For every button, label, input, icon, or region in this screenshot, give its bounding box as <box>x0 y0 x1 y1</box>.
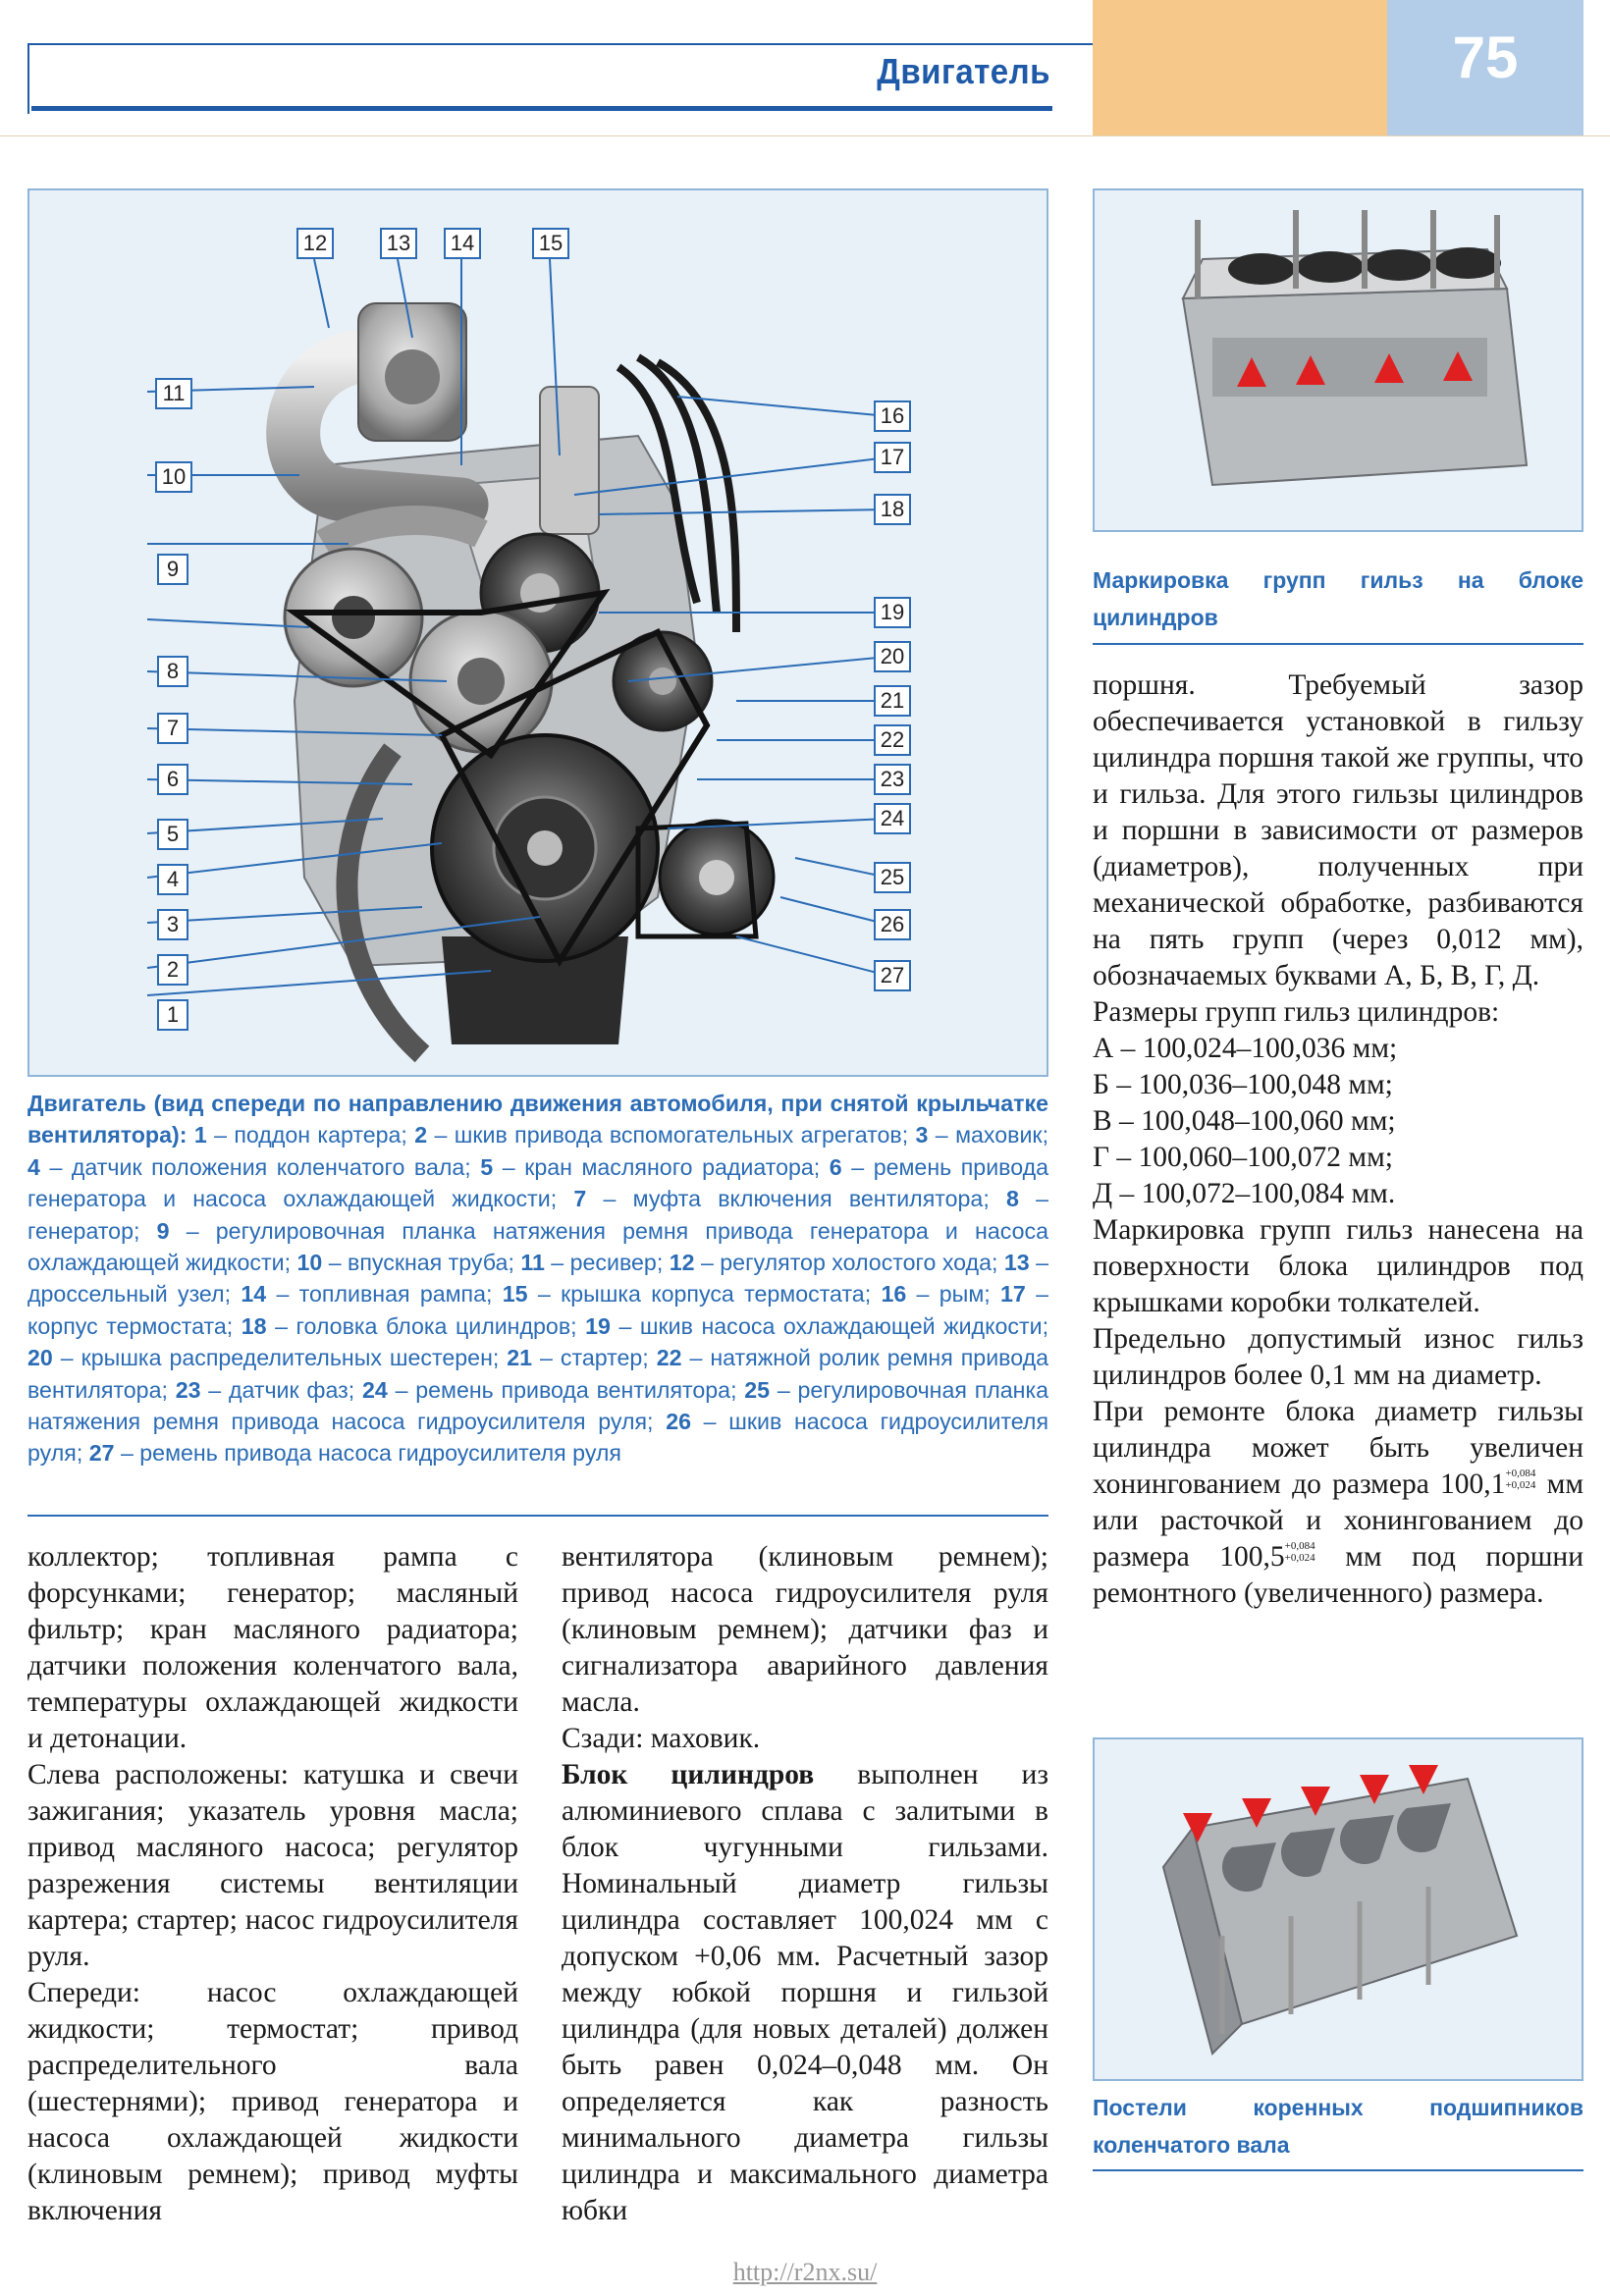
paragraph <box>562 1757 1048 2229</box>
group-item: Г – 100,060–100,072 мм; <box>1093 1142 1393 1173</box>
caption-item-text: регулировочная планка натяжения ремня привода генератора и насоса охлаждающей жидкости <box>27 1217 1048 1276</box>
caption-item-number: 2 <box>414 1122 428 1148</box>
caption-lead: Двигатель (вид спереди по направлению движения автомобиля, при снятой крыльчатке вентилятора): <box>27 1091 1048 1148</box>
callout-22: 22 <box>874 724 911 756</box>
paragraph: Предельно допустимый износ гильз цилиндров более 0,1 мм на диаметр. <box>1093 1323 1583 1391</box>
callout-12: 12 <box>296 228 334 259</box>
caption-item-number: 20 <box>27 1345 53 1371</box>
callout-9: 9 <box>157 554 188 585</box>
caption-item-text: датчик положения коленчатого вала <box>71 1153 465 1180</box>
callout-5: 5 <box>157 819 188 850</box>
caption-item-number: 19 <box>585 1312 611 1339</box>
caption-item-number: 24 <box>362 1376 388 1403</box>
caption-rule <box>27 1515 1048 1517</box>
caption-rule-bottom <box>1093 2169 1583 2171</box>
paragraph: Сзади: маховик. <box>562 1723 761 1754</box>
caption-item-text: впускная труба <box>348 1250 509 1276</box>
tolerance-upper: +0,084 <box>1505 1468 1536 1479</box>
caption-item-number: 8 <box>1005 1186 1019 1212</box>
caption-item-text: дроссельный узел <box>27 1281 225 1308</box>
caption-item-number: 26 <box>666 1409 691 1435</box>
caption-rule-top <box>1093 643 1583 645</box>
header-line-left <box>27 43 29 114</box>
tolerance-superscript <box>1505 1468 1535 1491</box>
callout-21: 21 <box>874 685 911 717</box>
paragraph: поршня. Требуемый зазор обеспечивается установкой в гильзу цилиндра поршня такой же группы, что и гильза. Для этого гильзы цилиндров и поршни в зависимости от размеров (диаметров), полученных при механической обработке, разбиваются на пять групп (через 0,012 мм), обозначаемых буквами А, Б, В, Г, Д. <box>1093 669 1583 991</box>
caption-item-text: генератор <box>27 1217 134 1244</box>
caption-item-number: 4 <box>27 1153 40 1180</box>
caption-item-number: 6 <box>829 1153 842 1180</box>
tolerance-lower: +0,024 <box>1505 1479 1536 1491</box>
paragraph-text: мм под поршни ремонтного (увеличенного) размера. <box>1093 1541 1584 1609</box>
figure-caption-main <box>27 1088 1048 1469</box>
engine-front-figure <box>27 188 1048 1077</box>
header-orange-block <box>1093 0 1387 135</box>
caption-item-text: датчик фаз <box>228 1376 349 1403</box>
caption-item-text: поддон картера <box>234 1122 402 1148</box>
caption-item-number: 12 <box>669 1250 695 1276</box>
caption-item-text: ремень привода насоса гидроусилителя руля <box>139 1440 621 1467</box>
callout-20: 20 <box>874 641 911 672</box>
callout-19: 19 <box>874 597 911 628</box>
callout-23: 23 <box>874 764 911 795</box>
paragraph <box>1093 1394 1583 1612</box>
text-column-1 <box>27 1539 518 2229</box>
callout-26: 26 <box>874 909 911 940</box>
caption-item-number: 11 <box>520 1250 545 1276</box>
tolerance-lower: +0,024 <box>1284 1552 1315 1564</box>
footer-url[interactable]: http://r2nx.su/ <box>732 2258 878 2286</box>
caption-item-text: крышка корпуса термостата <box>561 1281 865 1308</box>
callout-18: 18 <box>874 494 911 525</box>
main-bearing-beds-figure <box>1093 1737 1583 2081</box>
cylinder-block-marking-figure <box>1093 188 1583 532</box>
paragraph: Маркировка групп гильз нанесена на поверхности блока цилиндров под крышками коробки толкателей. <box>1093 1214 1583 1318</box>
caption-item-number: 13 <box>1003 1250 1030 1276</box>
callout-6: 6 <box>157 764 188 795</box>
header-line-bottom <box>31 106 1052 111</box>
caption-item-text: шкив насоса охлаждающей жидкости <box>639 1312 1043 1339</box>
page-number: 75 <box>1452 25 1519 90</box>
callout-25: 25 <box>874 862 911 893</box>
caption-item-number: 1 <box>193 1122 207 1148</box>
callout-7: 7 <box>157 713 188 744</box>
text-column-2 <box>562 1539 1048 2229</box>
cylinder-block-illustration <box>1095 190 1583 532</box>
caption-item-number: 15 <box>502 1281 528 1308</box>
caption-item-text: маховик <box>955 1122 1043 1148</box>
caption-item-number: 16 <box>881 1281 907 1308</box>
caption-item-number: 10 <box>296 1250 323 1276</box>
paragraph: вентилятора (клиновым ремнем); привод насоса гидроусилителя руля (клиновым ремнем); датчики фаз и сигнализатора аварийного давления масла. <box>562 1541 1048 1718</box>
callout-15: 15 <box>532 228 569 259</box>
caption-item-number: 25 <box>744 1376 771 1403</box>
callout-27: 27 <box>874 960 911 991</box>
caption-item-text: стартер <box>560 1345 643 1371</box>
caption-item-text: шкив привода вспомогательных агрегатов <box>454 1122 902 1148</box>
caption-item-number: 18 <box>241 1312 267 1339</box>
caption-items: 1 – поддон картера; 2 – шкив привода вспомогательных агрегатов; 3 – маховик; 4 – датчик положения коленчатого вала; 5 – кран масляного радиатора; 6 – ремень привода генератора и насоса охлаждающей жидкости; 7 – муфта включения вентилятора; 8 – генератор; 9 – регулировочная планка натяжения ремня привода генератора и насоса охлаждающей жидкости; 10 – впускная труба; 11 – ресивер; 12 – регулятор холостого хода; 13 – дроссельный узел; 14 – топливная рампа; 15 – крышка корпуса термостата; 16 – рым; 17 – корпус термостата; 18 – головка блока цилиндров; 19 – шкив насоса охлаждающей жидкости; 20 – крышка распределительных шестерен; 21 – стартер; 22 – натяжной ролик ремня привода вентилятора; 23 – датчик фаз; 24 – ремень привода вентилятора; 25 – регулировочная планка натяжения ремня привода насоса гидроусилителя руля; 26 – шкив насоса гидроусилителя руля; 27 – ремень привода насоса гидроусилителя руля <box>27 1122 1049 1467</box>
caption-item-number: 17 <box>1000 1281 1026 1308</box>
group-item: В – 100,048–100,060 мм; <box>1093 1105 1396 1137</box>
group-item: А – 100,024–100,036 мм; <box>1093 1033 1398 1064</box>
callout-24: 24 <box>874 803 911 834</box>
callout-1: 1 <box>157 999 188 1031</box>
paragraph-text: При ремонте блока диаметр гильзы цилиндра может быть увеличен хонингованием до размера 100,1 <box>1093 1396 1583 1500</box>
caption-item-number: 22 <box>656 1345 682 1371</box>
caption-item-text: регулятор холостого хода <box>720 1250 992 1276</box>
header-line-top <box>27 43 1093 45</box>
group-item: Д – 100,072–100,084 мм. <box>1093 1178 1396 1209</box>
figure-caption-bottom: Постели коренных подшипников коленчатого вала <box>1093 2095 1583 2158</box>
figure-caption-top: Маркировка групп гильз на блоке цилиндров <box>1093 567 1583 630</box>
paragraph: коллектор; топливная рампа с форсунками; генератор; масляный фильтр; кран масляного радиатора; датчики положения коленчатого вала, температуры охлаждающей жидкости и детонации. <box>27 1541 518 1754</box>
caption-item-text: ремень привода вентилятора <box>415 1376 731 1403</box>
caption-item-number: 3 <box>915 1122 929 1148</box>
section-title: Двигатель <box>877 51 1050 91</box>
callout-14: 14 <box>444 228 481 259</box>
caption-item-text: кран масляного радиатора <box>524 1153 814 1180</box>
paragraph-text: выполнен из алюминиевого сплава с залитыми в блок чугунными гильзами. Номинальный диаметр гильзы цилиндра составляет 100,024 мм с допуском +0,06 мм. Расчетный зазор между юбкой поршня и гильзой цилиндра (для новых деталей) должен быть равен 0,024–0,048 мм. Он определяется как разность минимального диаметра гильзы цилиндра и максимального диаметра юбки <box>562 1759 1048 2226</box>
callout-4: 4 <box>157 864 188 895</box>
caption-item-number: 14 <box>241 1281 267 1308</box>
caption-item-text: шкив насоса гидроусилителя руля <box>27 1409 1049 1467</box>
tolerance-superscript <box>1285 1540 1315 1564</box>
engine-illustration <box>29 190 1048 1077</box>
group-item: Б – 100,036–100,048 мм; <box>1093 1069 1393 1100</box>
callout-2: 2 <box>157 954 188 986</box>
caption-item-number: 27 <box>88 1440 115 1467</box>
tolerance-upper: +0,084 <box>1284 1540 1315 1552</box>
callout-10: 10 <box>155 461 192 493</box>
caption-item-number: 23 <box>175 1376 201 1403</box>
caption-item-text: регулировочная планка натяжения ремня привода насоса гидроусилителя руля <box>27 1376 1049 1435</box>
callout-16: 16 <box>874 400 911 432</box>
caption-item-text: ресивер <box>569 1250 657 1276</box>
groups-title: Размеры групп гильз цилиндров: <box>1093 996 1500 1028</box>
caption-item-number: 5 <box>480 1153 494 1180</box>
callout-3: 3 <box>157 909 188 940</box>
caption-item-text: ремень привода генератора и насоса охлаждающей жидкости <box>27 1153 1049 1212</box>
caption-item-number: 9 <box>156 1217 170 1244</box>
caption-item-text: головка блока цилиндров <box>295 1312 571 1339</box>
caption-item-text: корпус термостата <box>27 1312 227 1339</box>
paragraph-text: мм или расточкой и хонингованием до размера 100,5 <box>1093 1468 1584 1573</box>
crankcase-illustration <box>1095 1739 1583 2081</box>
paragraph: Спереди: насос охлаждающей жидкости; термостат; привод распределительного вала (шестернями); привод генератора и насоса охлаждающей жидкости (клиновым ремнем); привод муфты включения <box>27 1977 518 2226</box>
caption-item-number: 7 <box>573 1186 587 1212</box>
callout-13: 13 <box>380 228 417 259</box>
callout-11: 11 <box>155 378 192 409</box>
text-column-3 <box>1093 667 1583 1612</box>
caption-item-text: рым <box>939 1281 985 1308</box>
callout-8: 8 <box>157 656 188 687</box>
term-bold: Блок цилиндров <box>562 1759 815 1790</box>
paragraph: Слева расположены: катушка и свечи зажигания; указатель уровня масла; привод масляного насоса; регулятор разрежения системы вентиляции картера; стартер; насос гидроусилителя руля. <box>27 1759 518 1972</box>
caption-item-text: топливная рампа <box>298 1281 487 1308</box>
caption-item-text: натяжной ролик ремня привода вентилятора <box>27 1345 1049 1403</box>
caption-item-text: муфта включения вентилятора <box>632 1186 984 1212</box>
callout-17: 17 <box>874 442 911 473</box>
caption-item-text: крышка распределительных шестерен <box>80 1345 493 1371</box>
caption-item-number: 21 <box>507 1345 533 1371</box>
header-rule <box>0 135 1610 136</box>
